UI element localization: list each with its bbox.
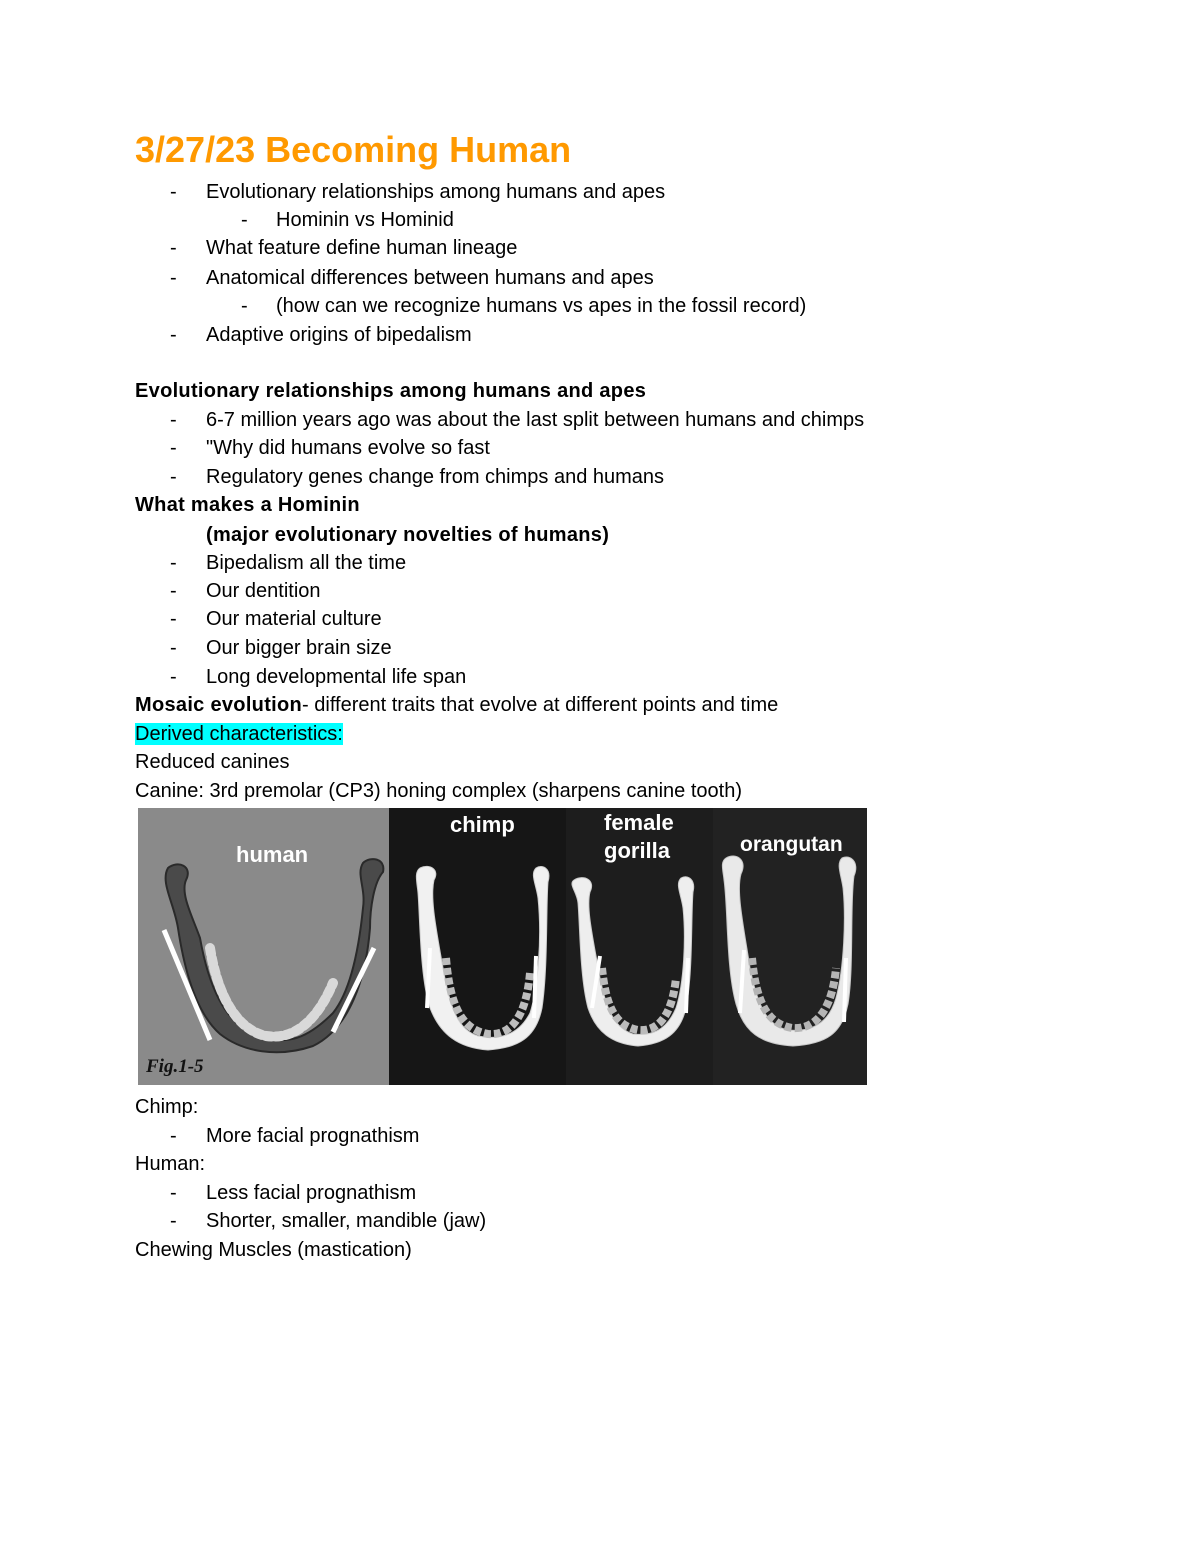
bullet-dash: -	[170, 267, 177, 289]
bullet-dash: -	[170, 608, 177, 630]
list-item-text: Our bigger brain size	[206, 637, 392, 659]
bullet-dash: -	[170, 237, 177, 259]
section-heading: What makes a Hominin	[135, 494, 360, 516]
bullet-dash: -	[170, 666, 177, 688]
bullet-dash: -	[170, 409, 177, 431]
list-item-text: Our material culture	[206, 608, 382, 630]
list-item-text: "Why did humans evolve so fast	[206, 437, 490, 459]
section-subheading: (major evolutionary novelties of humans)	[206, 524, 610, 546]
bullet-dash: -	[170, 1210, 177, 1232]
label-human: human	[236, 842, 309, 867]
orangutan-mandible	[722, 856, 855, 1046]
chimp-mandible	[416, 866, 549, 1050]
human-heading: Human:	[135, 1153, 206, 1175]
reduced-canines: Reduced canines	[135, 751, 290, 773]
outline-subitem-text: (how can we recognize humans vs apes in the fossil record)	[276, 295, 807, 317]
list-item-text: Shorter, smaller, mandible (jaw)	[206, 1210, 487, 1232]
outline-item-text: Anatomical differences between humans and apes	[206, 267, 654, 289]
list-item-text: Bipedalism all the time	[206, 552, 407, 574]
canine-description: Canine: 3rd premolar (CP3) honing complex (sharpens canine tooth)	[135, 780, 742, 802]
outline-item-text: What feature define human lineage	[206, 237, 518, 259]
list-item-text: Long developmental life span	[206, 666, 467, 688]
bullet-dash: -	[170, 552, 177, 574]
derived-label: Derived characteristics:	[135, 723, 343, 745]
outline-subitem-text: Hominin vs Hominid	[276, 209, 454, 231]
mosaic-term: Mosaic evolution	[135, 694, 303, 716]
derived-characteristics	[135, 721, 343, 747]
bullet-dash: -	[170, 181, 177, 203]
list-item-text: 6-7 million years ago was about the last split between humans and chimps	[206, 409, 865, 431]
bullet-dash: -	[170, 466, 177, 488]
bullet-dash: -	[241, 295, 248, 317]
list-item-text: Less facial prognathism	[206, 1182, 417, 1204]
bullet-dash: -	[170, 324, 177, 346]
label-gorilla-line1: female	[604, 810, 674, 835]
mosaic-definition	[135, 692, 778, 718]
mandible-comparison-figure	[138, 808, 867, 1085]
label-gorilla-line2: gorilla	[604, 838, 671, 863]
bullet-dash: -	[170, 1125, 177, 1147]
outline-item-text: Adaptive origins of bipedalism	[206, 324, 472, 346]
chimp-heading: Chimp:	[135, 1096, 199, 1118]
gorilla-mandible	[572, 877, 694, 1046]
bullet-dash: -	[170, 637, 177, 659]
page-title: 3/27/23 Becoming Human	[135, 129, 572, 170]
list-item-text: Our dentition	[206, 580, 321, 602]
chewing-muscles: Chewing Muscles (mastication)	[135, 1239, 412, 1261]
human-mandible	[164, 859, 383, 1052]
mosaic-text: - different traits that evolve at different points and time	[302, 694, 779, 716]
list-item-text: Regulatory genes change from chimps and humans	[206, 466, 665, 488]
bullet-dash: -	[170, 580, 177, 602]
bullet-dash: -	[170, 1182, 177, 1204]
label-chimp: chimp	[450, 812, 515, 837]
label-orangutan: orangutan	[740, 833, 843, 856]
bullet-dash: -	[241, 209, 248, 231]
bullet-dash: -	[170, 437, 177, 459]
list-item-text: More facial prognathism	[206, 1125, 420, 1147]
figure-caption: Fig.1-5	[146, 1056, 204, 1077]
section-heading: Evolutionary relationships among humans and apes	[135, 380, 647, 402]
outline-item-text: Evolutionary relationships among humans and apes	[206, 181, 666, 203]
